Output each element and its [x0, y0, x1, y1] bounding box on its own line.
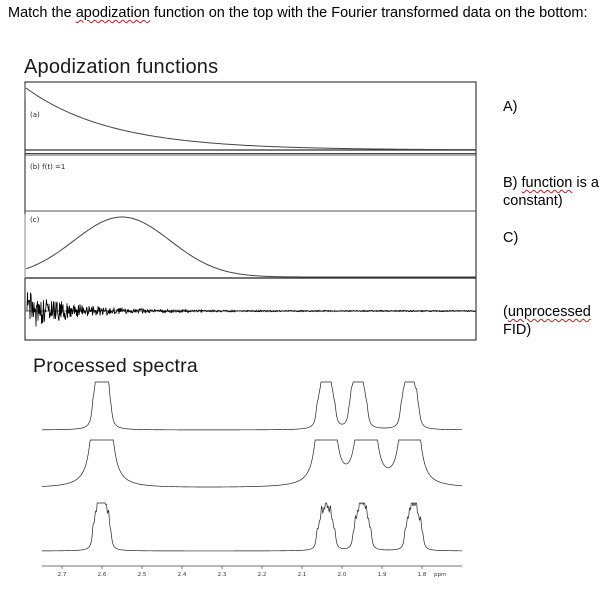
question-text: Match the apodization function on the top with the Fourier transformed data on the bottom: [8, 5, 588, 21]
spectrum-line-3 [42, 503, 462, 551]
apodization-title: Apodization functions [24, 56, 219, 78]
answer-c-label: C) [503, 230, 519, 246]
ppm-tick-label: 2.6 [97, 572, 107, 578]
spectra-title: Processed spectra [33, 355, 198, 377]
ppm-unit-label: ppm [434, 572, 447, 578]
spectrum-line-1 [42, 382, 462, 430]
ppm-tick-label: 1.9 [377, 572, 387, 578]
spellcheck-word: function [521, 175, 573, 191]
panel-b-tag: (b) f(t) =1 [30, 163, 66, 171]
answer-b-label: B) function is a constant) [503, 175, 599, 209]
ppm-tick-label: 2.4 [177, 572, 187, 578]
panel-a-tag: (a) [30, 111, 40, 119]
ppm-tick-label: 2.2 [257, 572, 267, 578]
spellcheck-word: unprocessed [507, 304, 591, 320]
ppm-tick-label: 2.1 [297, 572, 307, 578]
answer-d-label: (unprocessed FID) [503, 304, 591, 338]
panel-c-tag: (c) [30, 216, 40, 224]
answer-a-label: A) [503, 99, 518, 115]
spellcheck-word: apodization [75, 5, 150, 21]
ppm-tick-label: 2.5 [137, 572, 147, 578]
spectrum-line-2 [42, 440, 462, 487]
ppm-tick-label: 2.3 [217, 572, 227, 578]
ppm-tick-label: 2.7 [57, 572, 67, 578]
ppm-tick-label: 1.8 [417, 572, 427, 578]
ppm-tick-label: 2.0 [337, 572, 347, 578]
